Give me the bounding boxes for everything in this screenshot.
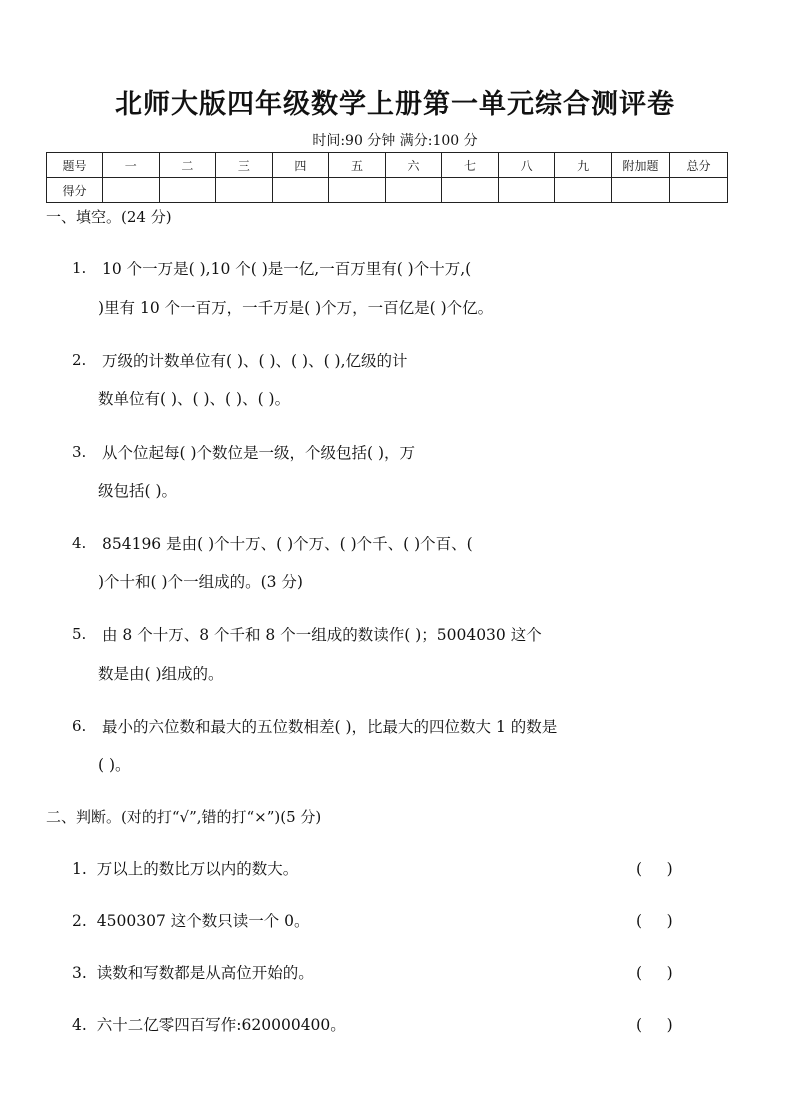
score-cell[interactable] bbox=[670, 178, 728, 203]
score-table-header-cell: 总分 bbox=[670, 153, 728, 178]
answer-bracket[interactable]: ( ) bbox=[636, 1016, 673, 1034]
score-table-header-cell: 题号 bbox=[47, 153, 103, 178]
score-table bbox=[46, 152, 728, 203]
score-table-header-row bbox=[47, 153, 728, 178]
question-number: 2. bbox=[72, 912, 87, 930]
page-title: 北师大版四年级数学上册第一单元综合测评卷 bbox=[115, 89, 675, 120]
question-text-continued: 级包括( )。 bbox=[98, 482, 178, 500]
score-table-score-row bbox=[47, 178, 728, 203]
question-number: 4. bbox=[72, 1016, 87, 1034]
question-text-continued: )个十和( )个一组成的。(3 分) bbox=[98, 573, 303, 591]
question-text: 由 8 个十万、8 个千和 8 个一组成的数读作( )；5004030 这个 bbox=[102, 626, 542, 644]
question-text: 万级的计数单位有( )、( )、( )、( ),亿级的计 bbox=[102, 352, 408, 370]
score-table-header-cell: 五 bbox=[329, 153, 386, 178]
score-cell[interactable] bbox=[329, 178, 386, 203]
score-cell[interactable] bbox=[385, 178, 442, 203]
question-text: 最小的六位数和最大的五位数相差( )，比最大的四位数大 1 的数是 bbox=[102, 718, 558, 736]
score-table-header-cell: 附加题 bbox=[612, 153, 670, 178]
exam-info: 时间:90 分钟 满分:100 分 bbox=[312, 133, 478, 149]
question-text: 854196 是由( )个十万、( )个万、( )个千、( )个百、( bbox=[102, 535, 473, 553]
score-cell[interactable] bbox=[555, 178, 612, 203]
score-table-header-cell: 一 bbox=[103, 153, 160, 178]
question-number: 6. bbox=[72, 717, 87, 735]
score-cell[interactable] bbox=[272, 178, 329, 203]
score-cell[interactable] bbox=[442, 178, 499, 203]
answer-bracket[interactable]: ( ) bbox=[636, 912, 673, 930]
score-cell[interactable] bbox=[612, 178, 670, 203]
question-text-continued: )里有 10 个一百万，一千万是( )个万，一百亿是( )个亿。 bbox=[98, 299, 494, 317]
question-text: 4500307 这个数只读一个 0。 bbox=[96, 912, 310, 930]
question-text-continued: ( )。 bbox=[98, 756, 131, 774]
question-number: 1. bbox=[72, 860, 87, 878]
score-cell[interactable] bbox=[216, 178, 273, 203]
score-table-header-cell: 四 bbox=[272, 153, 329, 178]
question-text: 10 个一万是( ),10 个( )是一亿,一百万里有( )个十万,( bbox=[102, 260, 472, 278]
score-table-header-cell: 六 bbox=[385, 153, 442, 178]
answer-bracket[interactable]: ( ) bbox=[636, 964, 673, 982]
score-row-label: 得分 bbox=[47, 178, 103, 203]
answer-bracket[interactable]: ( ) bbox=[636, 860, 673, 878]
question-number: 3. bbox=[72, 443, 87, 461]
score-table-header-cell: 九 bbox=[555, 153, 612, 178]
question-text: 从个位起每( )个数位是一级，个级包括( )，万 bbox=[102, 444, 416, 462]
score-table-header-cell: 三 bbox=[216, 153, 273, 178]
score-cell[interactable] bbox=[103, 178, 160, 203]
question-text: 万以上的数比万以内的数大。 bbox=[96, 860, 299, 878]
question-number: 4. bbox=[72, 534, 87, 552]
section-heading-fill-in: 一、填空。(24 分) bbox=[46, 208, 172, 226]
question-text-continued: 数是由( )组成的。 bbox=[98, 665, 224, 683]
question-number: 1. bbox=[72, 259, 87, 277]
question-number: 5. bbox=[72, 625, 87, 643]
question-text-continued: 数单位有( )、( )、( )、( )。 bbox=[98, 390, 291, 408]
question-text: 六十二亿零四百写作:620000400。 bbox=[96, 1016, 346, 1034]
score-cell[interactable] bbox=[159, 178, 216, 203]
question-number: 2. bbox=[72, 351, 87, 369]
score-table-header-cell: 二 bbox=[159, 153, 216, 178]
score-cell[interactable] bbox=[498, 178, 555, 203]
score-table-header-cell: 七 bbox=[442, 153, 499, 178]
score-table-header-cell: 八 bbox=[498, 153, 555, 178]
question-text: 读数和写数都是从高位开始的。 bbox=[96, 964, 314, 982]
section-heading-true-false: 二、判断。(对的打“√”,错的打“×”)(5 分) bbox=[46, 808, 322, 826]
question-number: 3. bbox=[72, 964, 87, 982]
